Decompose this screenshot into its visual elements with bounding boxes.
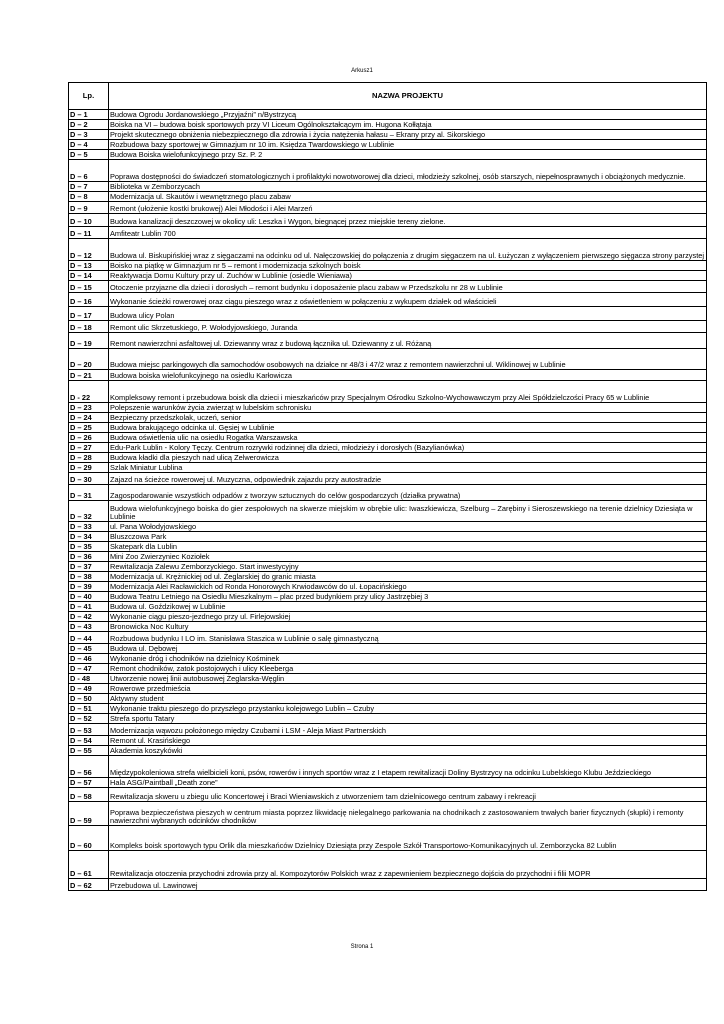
row-project-name: Reaktywacja Domu Kultury przy ul. Zuchów w Lublinie (osiedle Wieniawa) <box>109 271 707 281</box>
row-lp: D – 47 <box>69 664 109 674</box>
table-row <box>69 654 707 664</box>
table-row <box>69 802 707 826</box>
table-row <box>69 501 707 522</box>
row-lp: D – 13 <box>69 261 109 271</box>
table-row <box>69 381 707 403</box>
row-lp: D – 2 <box>69 120 109 130</box>
table-row <box>69 202 707 214</box>
table-row <box>69 160 707 182</box>
row-project-name: Hala ASG/Paintball „Death zone” <box>109 778 707 788</box>
row-lp: D – 1 <box>69 110 109 120</box>
table-row <box>69 281 707 293</box>
row-project-name: Boiska na VI – budowa boisk sportowych przy VI Liceum Ogólnokształcącym im. Hugona Kołłątaja <box>109 120 707 130</box>
row-lp: D – 56 <box>69 756 109 778</box>
row-project-name: Poprawa dostępności do świadczeń stomatologicznych i profilaktyki nowotworowej dla dzieci, młodzieży szkolnej, osób starszych, niepełnosprawnych i obciążonych medycznie. <box>109 160 707 182</box>
row-lp: D – 50 <box>69 694 109 704</box>
table-row <box>69 684 707 694</box>
table-row <box>69 473 707 485</box>
row-lp: D – 30 <box>69 473 109 485</box>
row-lp: D – 19 <box>69 333 109 349</box>
table-row <box>69 879 707 891</box>
table-row <box>69 110 707 120</box>
row-project-name: Wykonanie ścieżki rowerowej oraz ciągu pieszego wraz z oświetleniem w połączeniu z wykupem działek od właścicieli <box>109 293 707 307</box>
row-project-name: Szlak Miniatur Lublina <box>109 463 707 473</box>
header-row <box>69 83 707 110</box>
row-project-name: Polepszenie warunków życia zwierząt w lubelskim schronisku <box>109 403 707 413</box>
row-lp: D – 21 <box>69 370 109 381</box>
row-project-name: Zagospodarowanie wszystkich odpadów z tworzyw sztucznych do celów gospodarczych (działka prywatna) <box>109 485 707 501</box>
table-row <box>69 622 707 632</box>
projects-table <box>68 82 707 891</box>
row-project-name: Rozbudowa bazy sportowej w Gimnazjum nr 10 im. Księdza Twardowskiego w Lublinie <box>109 140 707 150</box>
row-project-name: Budowa ul. Biskupińskiej wraz z sięgaczami na odcinku od ul. Nałęczowskiej do połączenia z drugim sięgaczem na ul. Łużyczan z wyłączeniem pierwszego sięgacza strony parzystej <box>109 239 707 261</box>
row-project-name: Aktywny student <box>109 694 707 704</box>
table-row <box>69 572 707 582</box>
row-project-name: Zajazd na ścieżce rowerowej ul. Muzyczna, odpowiednik zajazdu przy autostradzie <box>109 473 707 485</box>
row-lp: D – 58 <box>69 788 109 802</box>
table-row <box>69 592 707 602</box>
row-lp: D – 44 <box>69 632 109 644</box>
row-lp: D – 28 <box>69 453 109 463</box>
table-row <box>69 542 707 552</box>
row-project-name: Budowa kanalizacji deszczowej w okolicy uli: Leszka i Wygon, biegnącej przez miejskie tereny zielone. <box>109 214 707 227</box>
row-lp: D – 12 <box>69 239 109 261</box>
row-project-name: Modernizacja wąwozu położonego między Czubami i LSM - Aleja Miast Partnerskich <box>109 724 707 736</box>
row-lp: D – 35 <box>69 542 109 552</box>
row-lp: D – 45 <box>69 644 109 654</box>
table-row <box>69 349 707 370</box>
row-lp: D – 59 <box>69 802 109 826</box>
table-row <box>69 612 707 622</box>
table-row <box>69 714 707 724</box>
row-project-name: Mini Zoo Zwierzyniec Koziołek <box>109 552 707 562</box>
row-lp: D – 34 <box>69 532 109 542</box>
row-lp: D – 62 <box>69 879 109 891</box>
table-row <box>69 582 707 592</box>
table-row <box>69 756 707 778</box>
row-project-name: Rewitalizacja skweru u zbiegu ulic Koncertowej i Braci Wieniawskich z utworzeniem tam dzielnicowego centrum zabawy i rekreacji <box>109 788 707 802</box>
row-project-name: Rewitalizacja otoczenia przychodni zdrowia przy al. Kompozytorów Polskich wraz z zapewnieniem bezpiecznego dojścia do przychodni i filii MOPR <box>109 851 707 879</box>
row-lp: D – 10 <box>69 214 109 227</box>
row-project-name: Bluszczowa Park <box>109 532 707 542</box>
row-project-name: Projekt skutecznego obniżenia niebezpiecznego dla zdrowia i życia natężenia hałasu – Ekrany przy al. Sikorskiego <box>109 130 707 140</box>
table-row <box>69 120 707 130</box>
row-lp: D – 52 <box>69 714 109 724</box>
row-project-name: Modernizacja ul. Krężnickiej od ul. Żeglarskiej do granic miasta <box>109 572 707 582</box>
row-lp: D – 24 <box>69 413 109 423</box>
row-project-name: Bezpieczny przedszkolak, uczeń, senior <box>109 413 707 423</box>
row-lp: D – 36 <box>69 552 109 562</box>
row-lp: D – 60 <box>69 826 109 851</box>
row-lp: D – 7 <box>69 182 109 192</box>
page-number: Strona 1 <box>350 944 374 950</box>
row-lp: D – 49 <box>69 684 109 694</box>
row-project-name: Modernizacja ul. Skautów i wewnętrznego placu zabaw <box>109 192 707 202</box>
row-project-name: Rozbudowa budynku I LO im. Stanisława Staszica w Lublinie o salę gimnastyczną <box>109 632 707 644</box>
row-project-name: Utworzenie nowej linii autobusowej Żeglarska-Węglin <box>109 674 707 684</box>
row-lp: D – 3 <box>69 130 109 140</box>
row-lp: D – 25 <box>69 423 109 433</box>
sheet-name: Arkusz1 <box>351 68 373 74</box>
row-project-name: Boisko na piątkę w Gimnazjum nr 5 – remont i modernizacja szkolnych boisk <box>109 261 707 271</box>
table-row <box>69 704 707 714</box>
table-row <box>69 214 707 227</box>
row-project-name: Budowa ulicy Polan <box>109 307 707 321</box>
table-row <box>69 307 707 321</box>
row-project-name: Budowa Boiska wielofunkcyjnego przy Sz. P. 2 <box>109 150 707 160</box>
row-lp: D – 31 <box>69 485 109 501</box>
table-row <box>69 664 707 674</box>
table-row <box>69 192 707 202</box>
row-lp: D – 40 <box>69 592 109 602</box>
row-project-name: Budowa ul. Dębowej <box>109 644 707 654</box>
row-lp: D – 37 <box>69 562 109 572</box>
row-project-name: Budowa Ogrodu Jordanowskiego „Przyjaźni” n/Bystrzycą <box>109 110 707 120</box>
row-lp: D – 32 <box>69 501 109 522</box>
row-project-name: Remont (ułożenie kostki brukowej) Alei Młodości i Alei Marzeń <box>109 202 707 214</box>
row-lp: D – 29 <box>69 463 109 473</box>
row-project-name: Bronowicka Noc Kultury <box>109 622 707 632</box>
row-lp: D – 57 <box>69 778 109 788</box>
row-lp: D – 4 <box>69 140 109 150</box>
table-row <box>69 227 707 239</box>
table-row <box>69 522 707 532</box>
table-row <box>69 150 707 160</box>
header-project-name: NAZWA PROJEKTU <box>109 83 707 110</box>
row-lp: D – 20 <box>69 349 109 370</box>
row-lp: D – 27 <box>69 443 109 453</box>
row-project-name: Budowa Teatru Letniego na Osiedlu Mieszkalnym – plac przed budynkiem przy ulicy Jastrzębiej 3 <box>109 592 707 602</box>
row-project-name: Budowa oświetlenia ulic na osiedlu Rogatka Warszawska <box>109 433 707 443</box>
row-project-name: Modernizacja Alei Racławickich od Ronda Honorowych Krwiodawców do ul. Łopacińskiego <box>109 582 707 592</box>
row-lp: D – 42 <box>69 612 109 622</box>
table-row <box>69 403 707 413</box>
table-row <box>69 293 707 307</box>
row-project-name: Skatepark dla Lublin <box>109 542 707 552</box>
row-project-name: Wykonanie ciągu pieszo-jezdnego przy ul. Firlejowskiej <box>109 612 707 622</box>
table-row <box>69 746 707 756</box>
table-row <box>69 140 707 150</box>
row-lp: D - 48 <box>69 674 109 684</box>
table-row <box>69 778 707 788</box>
table-row <box>69 532 707 542</box>
row-project-name: Kompleksowy remont i przebudowa boisk dla dzieci i mieszkańców przy Specjalnym Ośrodku Szkolno-Wychowawczym przy Alei Spółdzielczości Pracy 65 w Lublinie <box>109 381 707 403</box>
row-project-name: Przebudowa ul. Lawinowej <box>109 879 707 891</box>
row-project-name: Międzypokoleniowa strefa wielbicieli koni, psów, rowerów i innych sportów wraz z I etapem rewitalizacji Doliny Bystrzycy na odcinku Lubelskiego Klubu Jeździeckiego <box>109 756 707 778</box>
row-project-name: Kompleks boisk sportowych typu Orlik dla mieszkańców Dzielnicy Dziesiąta przy Zespole Szkół Transportowo-Komunikacyjnych ul. Zemborzycka 82 Lublin <box>109 826 707 851</box>
row-project-name: Wykonanie dróg i chodników na dzielnicy Kośminek <box>109 654 707 664</box>
row-lp: D – 17 <box>69 307 109 321</box>
table-row <box>69 485 707 501</box>
row-project-name: Remont ul. Krasińskiego <box>109 736 707 746</box>
table-row <box>69 423 707 433</box>
table-row <box>69 130 707 140</box>
row-project-name: Remont chodników, zatok postojowych i ulicy Kleeberga <box>109 664 707 674</box>
row-lp: D – 51 <box>69 704 109 714</box>
row-project-name: Akademia koszykówki <box>109 746 707 756</box>
row-lp: D – 18 <box>69 321 109 333</box>
row-project-name: Otoczenie przyjazne dla dzieci i dorosłych – remont budynku i doposażenie placu zabaw w Przedszkolu nr 28 w Lublinie <box>109 281 707 293</box>
row-lp: D – 5 <box>69 150 109 160</box>
row-lp: D – 46 <box>69 654 109 664</box>
table-row <box>69 724 707 736</box>
table-row <box>69 433 707 443</box>
row-project-name: Budowa ul. Goździkowej w Lublinie <box>109 602 707 612</box>
row-lp: D – 53 <box>69 724 109 736</box>
table-row <box>69 562 707 572</box>
row-lp: D – 8 <box>69 192 109 202</box>
row-lp: D – 41 <box>69 602 109 612</box>
row-project-name: Remont ulic Skrzetuskiego, P. Wołodyjowskiego, Juranda <box>109 321 707 333</box>
table-row <box>69 644 707 654</box>
row-project-name: Budowa kładki dla pieszych nad ulicą Zelwerowicza <box>109 453 707 463</box>
row-lp: D – 23 <box>69 403 109 413</box>
row-lp: D – 43 <box>69 622 109 632</box>
table-row <box>69 413 707 423</box>
table-row <box>69 826 707 851</box>
row-project-name: Budowa miejsc parkingowych dla samochodów osobowych na działce nr 48/3 i 47/2 wraz z remontem nawierzchni ul. Wiklinowej w Lublinie <box>109 349 707 370</box>
table-row <box>69 239 707 261</box>
table-row <box>69 321 707 333</box>
table-row <box>69 443 707 453</box>
row-project-name: Budowa wielofunkcyjnego boiska do gier zespołowych na skwerze miejskim w obrębie ulic: Iwaszkiewicza, Szelburg – Zarębiny i Sieroszewskiego na terenie dzielnicy Dziesiąta w Lublinie <box>109 501 707 522</box>
row-lp: D – 54 <box>69 736 109 746</box>
row-lp: D – 38 <box>69 572 109 582</box>
row-lp: D – 16 <box>69 293 109 307</box>
table-row <box>69 453 707 463</box>
table-row <box>69 632 707 644</box>
row-project-name: Rowerowe przedmieścia <box>109 684 707 694</box>
row-project-name: Budowa brakującego odcinka ul. Gęsiej w Lublinie <box>109 423 707 433</box>
table-row <box>69 333 707 349</box>
row-project-name: Poprawa bezpieczeństwa pieszych w centrum miasta poprzez likwidację nielegalnego parkowania na chodnikach z zastosowaniem trwałych barier fizycznych (słupki) i remonty nawierzchni wybranych odcinków chodników <box>109 802 707 826</box>
row-project-name: Edu-Park Lublin - Kolory Tęczy. Centrum rozrywki rodzinnej dla dzieci, młodzieży i dorosłych (Bazylianówka) <box>109 443 707 453</box>
row-lp: D – 6 <box>69 160 109 182</box>
row-project-name: Biblioteka w Zemborzycach <box>109 182 707 192</box>
row-lp: D – 26 <box>69 433 109 443</box>
row-lp: D – 55 <box>69 746 109 756</box>
row-project-name: Amfiteatr Lublin 700 <box>109 227 707 239</box>
table-row <box>69 552 707 562</box>
table-row <box>69 463 707 473</box>
table-body <box>69 110 707 891</box>
row-project-name: Remont nawierzchni asfaltowej ul. Dziewanny wraz z budową łącznika ul. Dziewanny z ul. Różaną <box>109 333 707 349</box>
row-lp: D – 39 <box>69 582 109 592</box>
table-row <box>69 851 707 879</box>
table-row <box>69 261 707 271</box>
row-project-name: Wykonanie traktu pieszego do przyszłego przystanku kolejowego Lublin – Czuby <box>109 704 707 714</box>
row-lp: D – 14 <box>69 271 109 281</box>
row-project-name: Rewitalizacja Zalewu Zemborzyckiego. Start inwestycyjny <box>109 562 707 572</box>
row-lp: D – 9 <box>69 202 109 214</box>
table-row <box>69 370 707 381</box>
table-row <box>69 602 707 612</box>
table-row <box>69 736 707 746</box>
row-lp: D - 22 <box>69 381 109 403</box>
table-row <box>69 271 707 281</box>
row-lp: D – 61 <box>69 851 109 879</box>
row-lp: D – 15 <box>69 281 109 293</box>
table-row <box>69 674 707 684</box>
row-lp: D – 11 <box>69 227 109 239</box>
row-project-name: Strefa sportu Tatary <box>109 714 707 724</box>
row-project-name: ul. Pana Wołodyjowskiego <box>109 522 707 532</box>
table-row <box>69 182 707 192</box>
table-row <box>69 694 707 704</box>
row-lp: D – 33 <box>69 522 109 532</box>
table-row <box>69 788 707 802</box>
header-lp: Lp. <box>69 83 109 110</box>
row-project-name: Budowa boiska wielofunkcyjnego na osiedlu Karłowicza <box>109 370 707 381</box>
